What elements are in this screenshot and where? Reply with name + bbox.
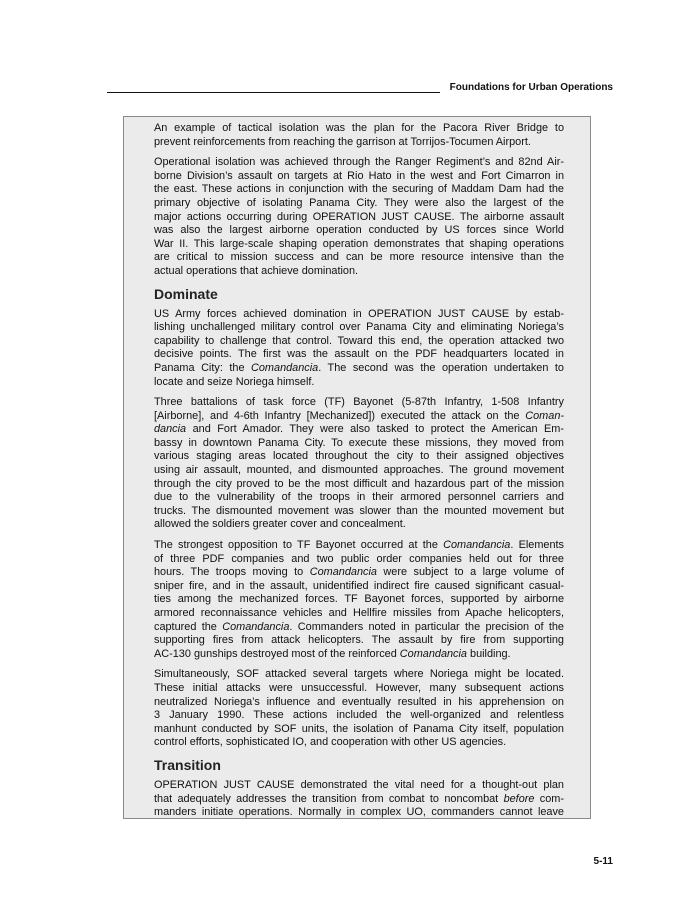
italic-term: Comandancia	[309, 566, 377, 579]
text-segment: com-	[534, 792, 564, 805]
text-segment: were subject to a large volume of	[376, 566, 564, 579]
italic-term: Comandancia	[222, 620, 290, 633]
text-segment: [Airborne], and 4-6th Infantry [Mechanized]) executed the attack on the	[154, 409, 526, 422]
text-segment: . The second was the operation undertaken to	[318, 361, 564, 374]
text-segment: that adequately addresses the transition from combat to noncombat	[154, 792, 504, 805]
text-line: 3 January 1990. These actions included the well-organized and relentless	[154, 709, 564, 722]
text-segment: and Fort Amador. They were also tasked to protect the American Em-	[186, 423, 564, 436]
text-segment: building.	[466, 647, 511, 660]
text-line: through the city proved to be the most difficult and hazardous part of the mission	[154, 477, 564, 490]
text-line: decisive points. The first was the assault on the PDF headquarters located in	[154, 348, 564, 361]
text-segment: . Commanders noted in particular the precision of the	[289, 620, 564, 633]
text-line: neutralized Noriega’s influence and eventually resulted in his apprehension on	[154, 695, 564, 708]
italic-term: before	[503, 792, 535, 805]
text-line: ties among the mechanized forces. TF Bayonet forces, supported by airborne	[154, 593, 564, 606]
text-line: These initial attacks were unsuccessful. However, many subsequent actions	[154, 681, 564, 694]
text-line	[154, 362, 564, 376]
text-line: lishing unchallenged military control over Panama City and eliminating Noriega’s	[154, 321, 564, 334]
text-line	[154, 648, 564, 662]
text-line: major actions occurring during OPERATION JUST CAUSE. The airborne assault	[154, 210, 564, 223]
text-line: using air assault, mounted, and dismounted approaches. The ground movement	[154, 464, 564, 477]
italic-term: dancia	[154, 423, 187, 436]
paragraph	[154, 539, 564, 661]
text-line: armored reconnaissance vehicles and Hellfire missiles from Apache helicopters,	[154, 607, 564, 619]
section-heading: Dominate	[154, 285, 218, 302]
text-line: primary objective of isolating Panama City. They were also the largest of the	[154, 196, 564, 209]
text-line: prevent reinforcements from reaching the garrison at Torrijos-Tocumen Airport.	[154, 135, 531, 148]
text-segment: Panama City: the	[154, 361, 252, 374]
text-line: various staging areas located throughout the city to their assigned objectives	[154, 450, 564, 463]
italic-term: Comandancia	[251, 361, 319, 374]
italic-term: Coman-	[525, 409, 564, 422]
text-line: capability to challenge that control. Toward this end, the operation attacked two	[154, 334, 564, 347]
text-line: was also the largest airborne operation conducted by US forces since World	[154, 224, 564, 237]
text-line: manhunt conducted by SOF units, the isolation of Panama City itself, population	[154, 722, 564, 735]
paragraph	[154, 396, 564, 532]
page-number: 5-11	[593, 856, 613, 867]
paragraph	[154, 308, 564, 390]
running-title: Foundations for Urban Operations	[449, 82, 613, 93]
paragraph	[154, 779, 564, 819]
text-line	[154, 793, 564, 807]
text-line	[154, 410, 564, 424]
text-line: trucks. The dismounted movement was slower than the mounted movement but	[154, 504, 564, 517]
italic-term: Comandancia	[443, 539, 511, 552]
text-line: supporting fires from attack helicopters. The assault by fire from supporting	[154, 634, 564, 647]
text-line	[154, 539, 564, 553]
paragraph	[154, 668, 564, 750]
text-segment: The strongest opposition to TF Bayonet occurred at the	[154, 539, 444, 552]
italic-term: Comandancia	[399, 647, 467, 660]
text-line: of three PDF companies and two public order companies held out for three	[154, 552, 564, 565]
text-line: the east. These actions in conjunction with the securing of Maddam Dam had the	[154, 183, 564, 196]
paragraph	[154, 122, 564, 149]
text-segment: hours. The troops moving to	[154, 566, 310, 579]
text-line: due to the vulnerability of the troops in their armored personnel carriers and	[154, 491, 564, 504]
text-segment: AC-130 gunships destroyed most of the reinforced	[154, 647, 400, 660]
section-heading: Transition	[154, 756, 221, 773]
text-line: manders initiate operations. Normally in complex UO, commanders cannot leave	[154, 806, 564, 819]
text-line: War II. This large-scale shaping operation demonstrates that shaping operations	[154, 237, 564, 250]
text-line	[154, 423, 564, 437]
text-line: control efforts, sophisticated IO, and cooperation with other US agencies.	[154, 736, 507, 749]
vignette-content	[154, 122, 564, 819]
text-line: An example of tactical isolation was the plan for the Pacora River Bridge to	[154, 122, 564, 134]
text-line: actual operations that achieve domination.	[154, 264, 359, 277]
text-segment: . Elements	[510, 539, 564, 552]
text-line: bassy in downtown Panama City. To execute these missions, they moved from	[154, 436, 564, 449]
text-line	[154, 566, 564, 580]
vignette-box	[123, 116, 591, 819]
text-line: locate and seize Noriega himself.	[154, 375, 315, 388]
text-line: borne Division’s assault on targets at Rio Hato in the west and Fort Cimarron in	[154, 169, 564, 182]
text-line	[154, 621, 564, 635]
text-line: Three battalions of task force (TF) Bayonet (5-87th Infantry, 1-508 Infantry	[154, 396, 564, 409]
text-line: are critical to mission success and can be more resource intensive than the	[154, 251, 564, 264]
text-line: US Army forces achieved domination in OPERATION JUST CAUSE by estab-	[154, 307, 564, 320]
text-line: OPERATION JUST CAUSE demonstrated the vital need for a thought-out plan	[154, 778, 564, 791]
text-line: Operational isolation was achieved through the Ranger Regiment’s and 82nd Air-	[154, 156, 564, 169]
text-line: allowed the soldiers greater cover and concealment.	[154, 518, 406, 531]
text-line: Simultaneously, SOF attacked several targets where Noriega might be located.	[154, 668, 564, 681]
header-rule	[107, 92, 440, 93]
paragraph	[154, 156, 564, 278]
text-line: sniper fire, and in the assault, unidentified indirect fire caused significant casual-	[154, 579, 564, 592]
text-segment: captured the	[154, 620, 223, 633]
